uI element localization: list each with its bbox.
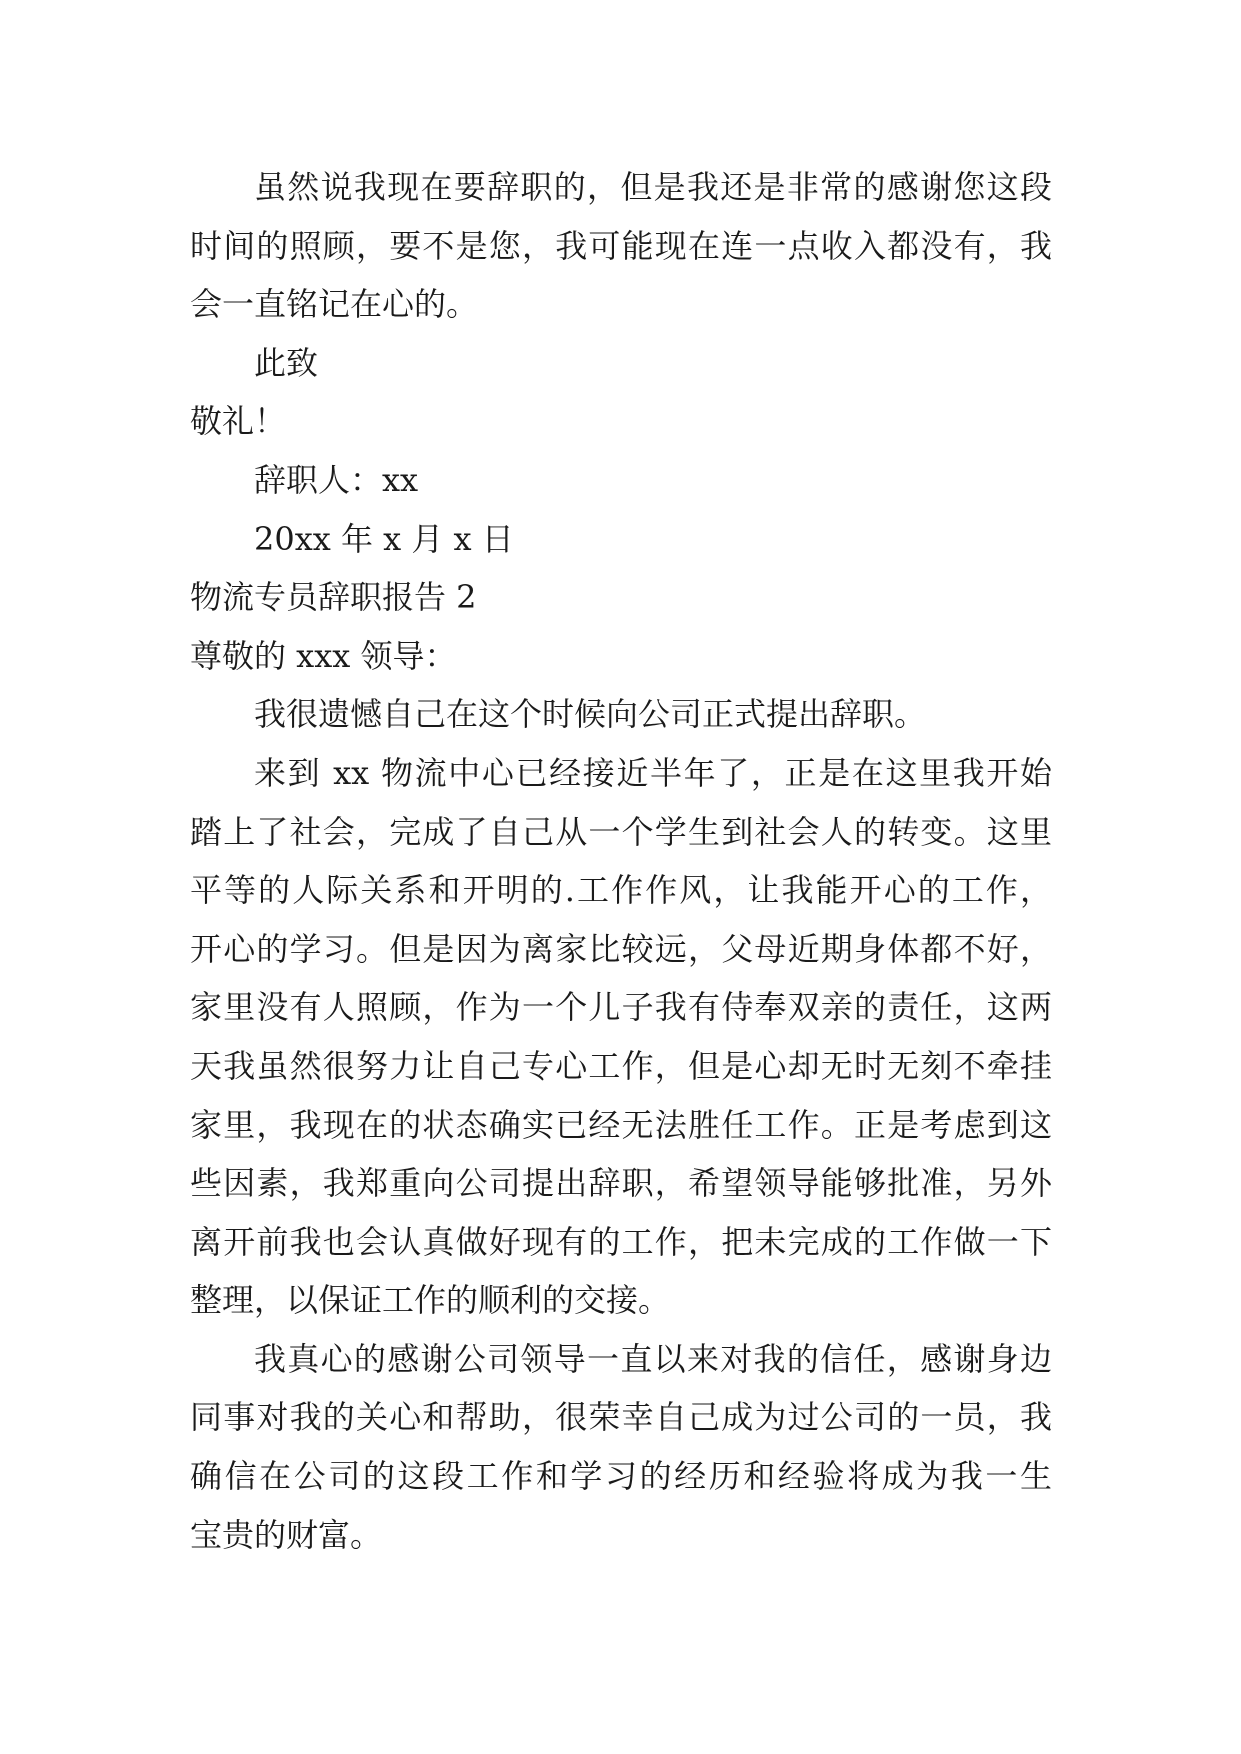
paragraph-1-line-2: 时间的照顾，要不是您，我可能现在连一点收入都没有，我: [190, 226, 1052, 265]
paragraph-4-line-3: 确信在公司的这段工作和学习的经历和经验将成为我一生: [190, 1457, 1052, 1496]
paragraph-3-line-2: 踏上了社会，完成了自己从一个学生到社会人的转变。这里: [190, 812, 1052, 851]
paragraph-1-line-3: 会一直铭记在心的。: [190, 285, 479, 324]
paragraph-1-line-1: 虽然说我现在要辞职的，但是我还是非常的感谢您这段: [254, 168, 1052, 206]
paragraph-3-line-10: 整理，以保证工作的顺利的交接。: [190, 1281, 671, 1320]
paragraph-3-line-9: 离开前我也会认真做好现有的工作，把未完成的工作做一下: [190, 1222, 1052, 1261]
paragraph-3-line-5: 家里没有人照顾，作为一个儿子我有侍奉双亲的责任，这两: [190, 988, 1052, 1027]
paragraph-3-line-3: 平等的人际关系和开明的.工作作风，让我能开心的工作，: [190, 871, 1052, 910]
date-line: 20xx 年 x 月 x 日: [254, 519, 514, 558]
paragraph-3-line-4: 开心的学习。但是因为离家比较远，父母近期身体都不好，: [190, 929, 1052, 968]
paragraph-4-line-1: 我真心的感谢公司领导一直以来对我的信任，感谢身边: [254, 1339, 1052, 1378]
paragraph-4-line-4: 宝贵的财富。: [190, 1515, 383, 1554]
signature-line: 辞职人：xx: [254, 460, 419, 499]
closing-line-2: 敬礼！: [190, 402, 287, 441]
paragraph-3-line-7: 家里，我现在的状态确实已经无法胜任工作。正是考虑到这: [190, 1105, 1052, 1144]
closing-line-1: 此致: [254, 343, 319, 382]
paragraph-4-line-2: 同事对我的关心和帮助，很荣幸自己成为过公司的一员，我: [190, 1398, 1052, 1437]
paragraph-3-line-6: 天我虽然很努力让自己专心工作，但是心却无时无刻不牵挂: [190, 1046, 1052, 1085]
section-title: 物流专员辞职报告 2: [190, 578, 477, 617]
document-body: [190, 158, 1052, 1564]
paragraph-3-line-1: 来到 xx 物流中心已经接近半年了，正是在这里我开始: [254, 753, 1052, 792]
paragraph-2-line-1: 我很遗憾自己在这个时候向公司正式提出辞职。: [254, 695, 927, 734]
paragraph-3-line-8: 些因素，我郑重向公司提出辞职，希望领导能够批准，另外: [190, 1164, 1052, 1203]
salutation: 尊敬的 xxx 领导：: [190, 636, 457, 675]
